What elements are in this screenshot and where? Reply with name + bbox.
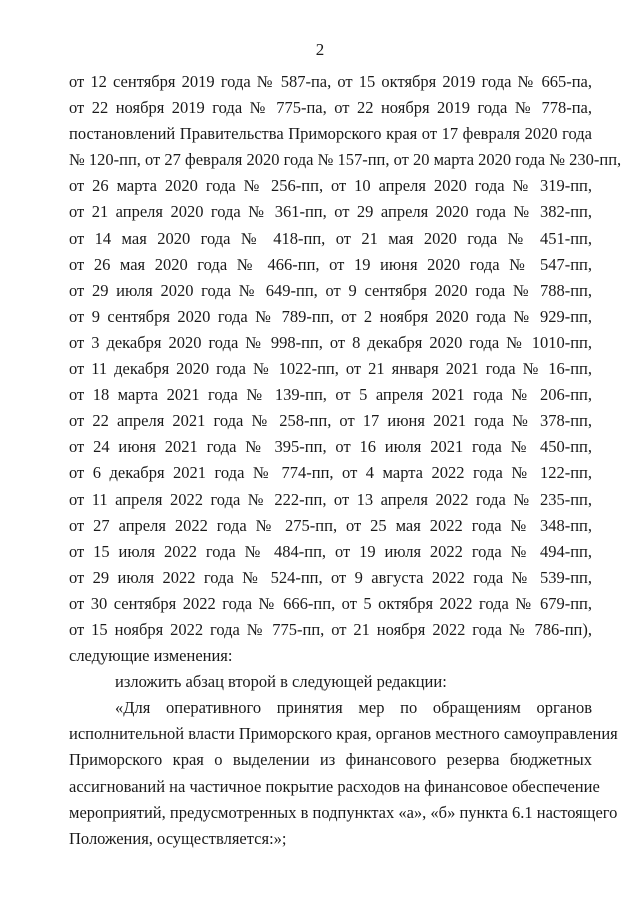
text-line: от 24 июня 2021 года № 395-пп, от 16 июля 2021 года № 450-пп, — [69, 437, 592, 457]
text-line: от 22 апреля 2021 года № 258-пп, от 17 июня 2021 года № 378-пп, — [69, 411, 592, 431]
text-line: Положения, осуществляется:»; — [69, 828, 287, 848]
text-line: от 15 июля 2022 года № 484-пп, от 19 июля 2022 года № 494-пп, — [69, 541, 592, 561]
text-line: от 22 ноября 2019 года № 775-па, от 22 ноября 2019 года № 778-па, — [69, 98, 592, 118]
text-line: постановлений Правительства Приморского края от 17 февраля 2020 года — [69, 124, 592, 144]
text-line: ассигнований на частичное покрытие расходов на финансовое обеспечение — [69, 776, 600, 796]
text-line: от 14 мая 2020 года № 418-пп, от 21 мая 2020 года № 451-пп, — [69, 228, 592, 248]
text-line: от 18 марта 2021 года № 139-пп, от 5 апреля 2021 года № 206-пп, — [69, 385, 592, 405]
text-line: «Для оперативного принятия мер по обращениям органов — [115, 698, 592, 718]
text-line: от 3 декабря 2020 года № 998-пп, от 8 декабря 2020 года № 1010-пп, — [69, 332, 592, 352]
text-line: от 6 декабря 2021 года № 774-пп, от 4 марта 2022 года № 122-пп, — [69, 463, 592, 483]
text-line: от 29 июля 2022 года № 524-пп, от 9 августа 2022 года № 539-пп, — [69, 567, 592, 587]
text-line: Приморского края о выделении из финансового резерва бюджетных — [69, 750, 592, 770]
amendments-paragraph — [69, 69, 622, 669]
text-line: от 30 сентября 2022 года № 666-пп, от 5 октября 2022 года № 679-пп, — [69, 593, 592, 613]
text-line: исполнительной власти Приморского края, органов местного самоуправления — [69, 724, 618, 744]
text-line: от 12 сентября 2019 года № 587-па, от 15 октября 2019 года № 665-па, — [69, 72, 592, 91]
text-line: № 120-пп, от 27 февраля 2020 года № 157-пп, от 20 марта 2020 года № 230-пп, — [69, 150, 622, 170]
text-line: от 29 июля 2020 года № 649-пп, от 9 сентября 2020 года № 788-пп, — [69, 280, 592, 300]
text-line: от 15 ноября 2022 года № 775-пп, от 21 ноября 2022 года № 786-пп), — [69, 619, 592, 639]
instruction-line: изложить абзац второй в следующей редакции: — [115, 672, 447, 692]
text-line: от 11 декабря 2020 года № 1022-пп, от 21 января 2021 года № 16-пп, — [69, 359, 592, 379]
text-line: от 26 мая 2020 года № 466-пп, от 19 июня 2020 года № 547-пп, — [69, 254, 592, 274]
text-line: следующие изменения: — [69, 646, 233, 666]
page-number: 2 — [315, 40, 325, 59]
quoted-paragraph — [69, 695, 618, 852]
text-line: от 9 сентября 2020 года № 789-пп, от 2 ноября 2020 года № 929-пп, — [69, 306, 592, 326]
text-line: от 26 марта 2020 года № 256-пп, от 10 апреля 2020 года № 319-пп, — [69, 176, 592, 196]
text-line: от 27 апреля 2022 года № 275-пп, от 25 мая 2022 года № 348-пп, — [69, 515, 592, 535]
text-line: от 21 апреля 2020 года № 361-пп, от 29 апреля 2020 года № 382-пп, — [69, 202, 592, 222]
text-line: от 11 апреля 2022 года № 222-пп, от 13 апреля 2022 года № 235-пп, — [69, 489, 592, 509]
document-body — [69, 69, 622, 852]
text-line: мероприятий, предусмотренных в подпунктах «а», «б» пункта 6.1 настоящего — [69, 802, 618, 822]
